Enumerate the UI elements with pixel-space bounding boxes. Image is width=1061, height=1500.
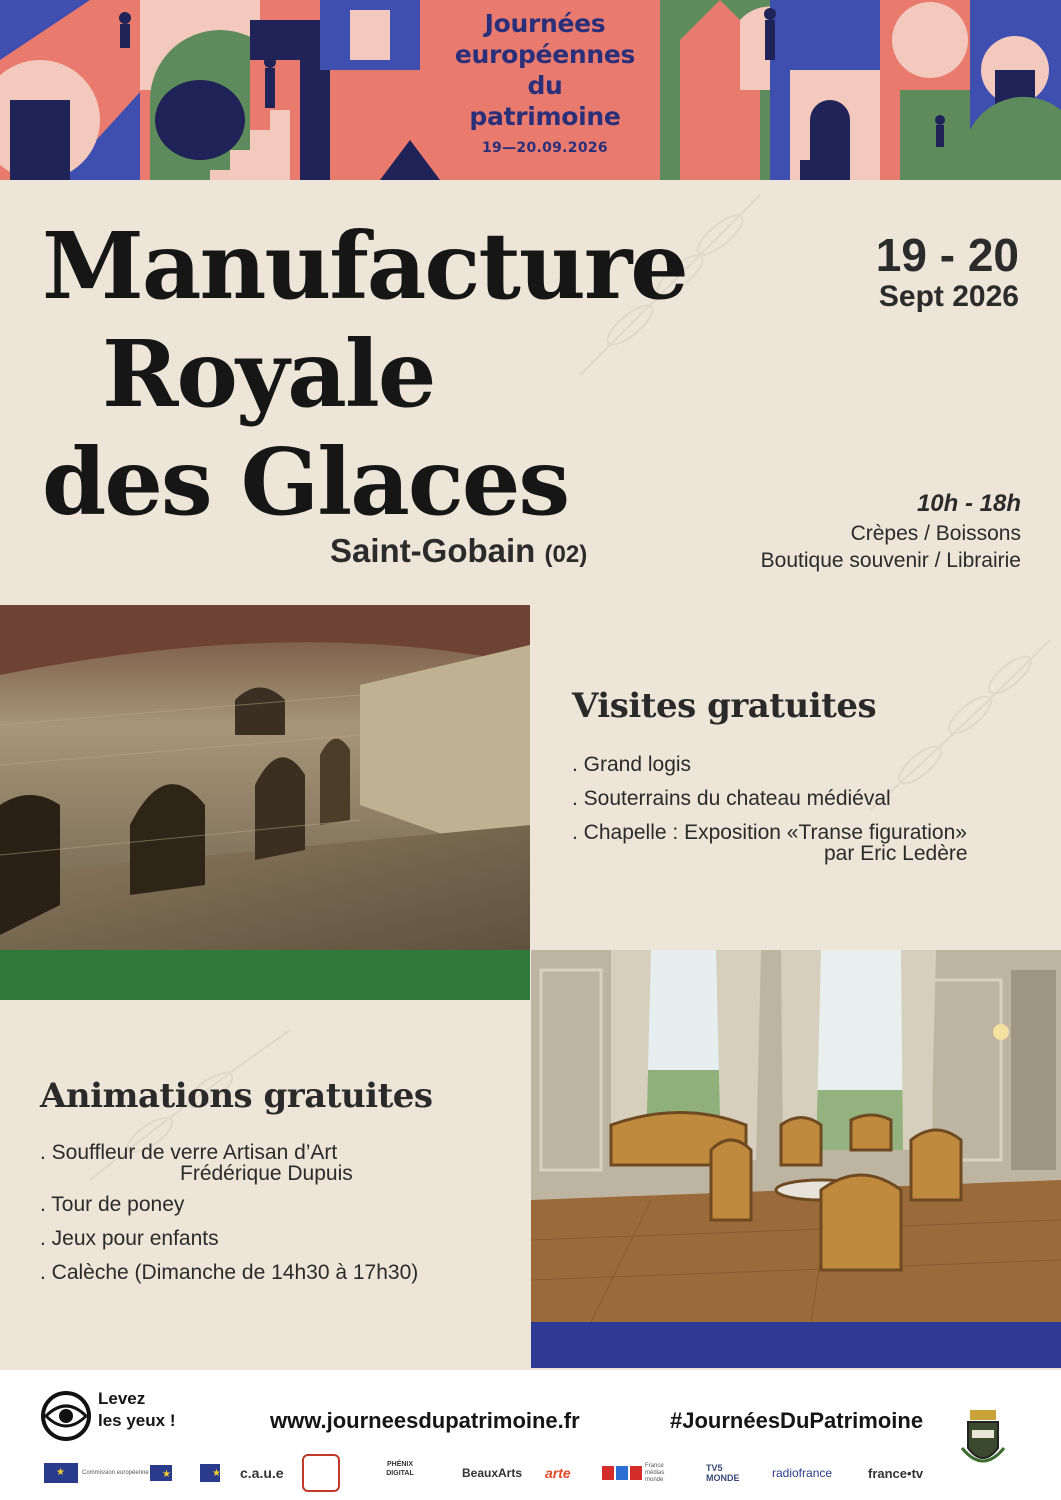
list-item: . Tour de poney [40,1193,185,1216]
event-title-line: Manufacture [42,212,687,320]
date-days: 19 - 20 [875,229,1019,281]
service-line: Crèpes / Boissons [850,522,1021,545]
list-item: . Chapelle : Exposition «Transe figuration» [572,821,967,844]
partner-phenix-logo: PHÉNIX DIGITAL [386,1461,414,1477]
blue-divider-band [531,1322,1061,1368]
slogan-line: Levez [98,1389,146,1408]
mcd-square-icon [630,1466,642,1480]
salon-photo [531,950,1061,1322]
service-line: Boutique souvenir / Librairie [760,549,1021,572]
footer [0,1370,1061,1500]
event-title [42,212,822,536]
list-item-continuation: Frédérique Dupuis [180,1162,353,1185]
jep-banner [0,0,1061,180]
partner-tv5-logo: TV5 MONDE [706,1463,740,1483]
cellar-photo [0,605,530,950]
banner-dates: 19—20.09.2026 [482,140,608,156]
banner-title-line: patrimoine [469,102,621,131]
opening-hours: 10h - 18h [916,490,1021,517]
partner-commission-logo [44,1462,149,1484]
partner-council-logo [150,1462,176,1484]
list-item: . Grand logis [572,753,692,776]
council-flag-icon [150,1465,172,1481]
slogan-line: les yeux ! [98,1411,176,1430]
list-item-continuation: par Eric Ledère [824,842,968,865]
list-item: . Souterrains du chateau médiéval [572,787,891,810]
banner-title-block [420,8,670,156]
hashtag: #JournéesDuPatrimoine [670,1408,924,1433]
slogan [98,1388,176,1432]
partner-ministry-logo [200,1462,224,1484]
location-department: (02) [544,541,588,568]
event-title-line: Royale [102,320,435,428]
visites-title: Visites gratuites [572,686,877,726]
green-divider-band [0,950,530,1000]
f24-square-icon [616,1466,628,1480]
animations-list [40,1136,418,1290]
location-name: Saint-Gobain [330,532,536,569]
animations-title: Animations gratuites [40,1076,433,1116]
banner-title-line: du [527,71,563,100]
event-location [330,532,587,570]
partner-beauxarts-logo: BeauxArts [462,1466,523,1480]
list-item: . Souffleur de verre Artisan d’Art [40,1141,338,1164]
partner-francetv-logo: france•tv [868,1465,924,1481]
list-item: . Jeux pour enfants [40,1227,219,1250]
banner-title-line: européennes [454,40,636,69]
website-link[interactable]: www.journeesdupatrimoine.fr [270,1408,580,1433]
partner-arte-logo: arte [545,1465,571,1481]
event-date [876,230,1019,314]
banner-title-line: Journées [484,9,606,38]
partner-label: Commission européenne [82,1469,149,1476]
town-crest-icon [960,1408,1006,1474]
partner-cartes-logo [302,1454,340,1492]
rfi-square-icon [602,1466,614,1480]
eye-logo-icon [40,1390,92,1442]
partner-francemedias-logo [602,1462,679,1484]
eu-flag-icon [44,1463,78,1483]
ministry-flag-icon [200,1464,220,1482]
date-month: Sept 2026 [878,280,1019,313]
event-title-line: des Glaces [42,428,569,536]
visites-list [572,748,968,868]
partner-label: France médias monde [645,1462,665,1483]
event-info [761,488,1021,574]
partner-radiofrance-logo: radiofrance [772,1466,833,1480]
list-item: . Calèche (Dimanche de 14h30 à 17h30) [40,1261,419,1284]
partner-caue-logo: c.a.u.e [240,1465,284,1481]
